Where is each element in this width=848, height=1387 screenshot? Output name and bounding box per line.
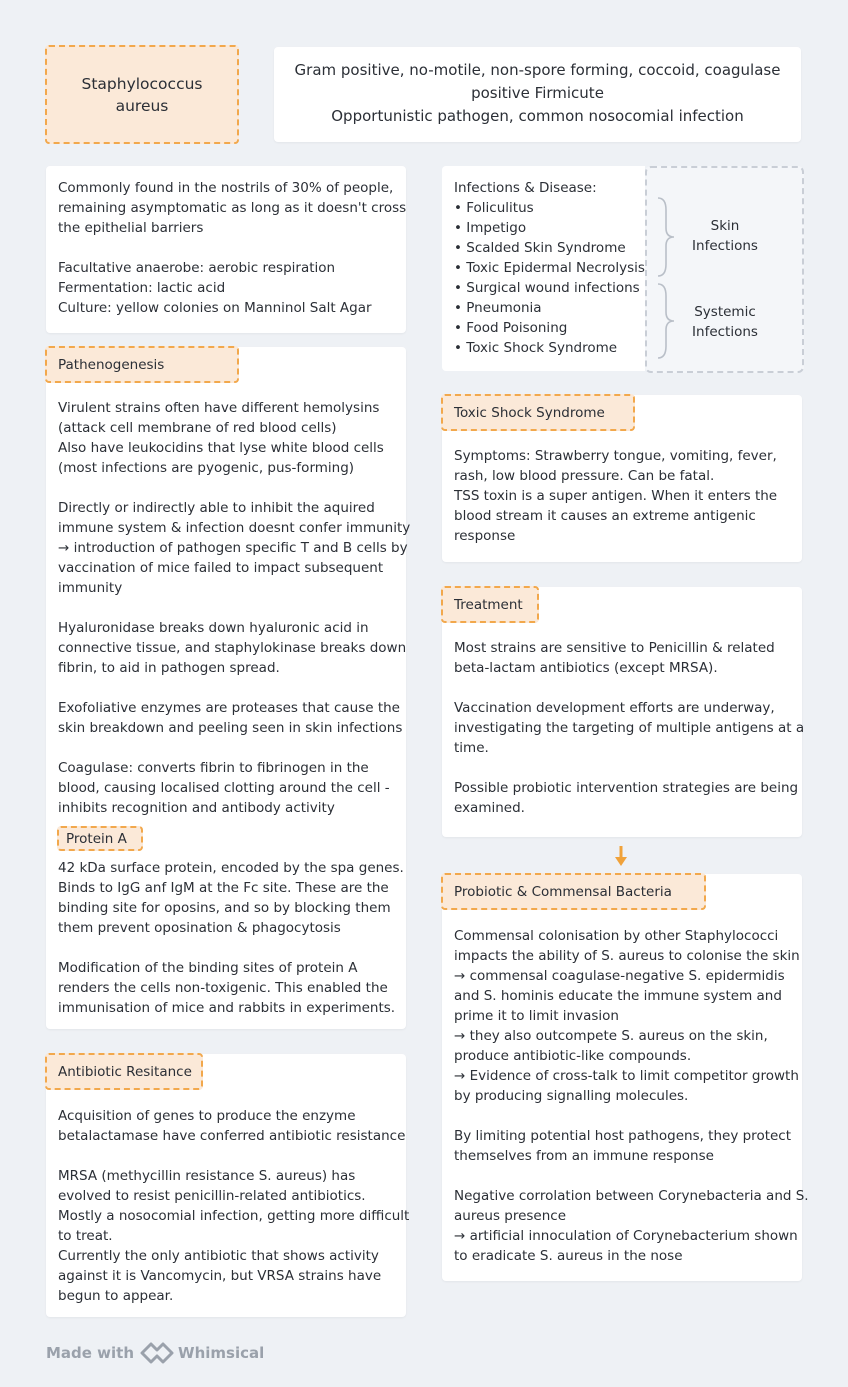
whimsical-brand-label: Whimsical bbox=[178, 1344, 265, 1362]
protein-a-label: Protein A bbox=[66, 830, 127, 847]
antibiotic-label: Antibiotic Resitance bbox=[58, 1063, 192, 1080]
arrow-down-icon bbox=[613, 845, 629, 867]
probiotic-text: Commensal colonisation by other Staphylococci impacts the ability of S. aureus to colonise the skin → commensal coagulase-negative S. epidermidis and S. hominis educate the immune system and prime it to limit invasion → they also outcompete S. aureus on the skin, produce antibiotic-like compounds. → Evidence of cross-talk to limit competitor growth by producing signalling molecules. By limiting potential host pathogens, they protect themselves from an immune response Negative corrolation between Corynebacteria and S. aureus presence → artificial innoculation of Corynebacterium shown to eradicate S. aureus in the nose bbox=[454, 928, 809, 1264]
overview-card bbox=[46, 166, 406, 333]
systemic-infections-label: Systemic Infections bbox=[692, 304, 758, 340]
pathogenesis-text: Virulent strains often have different hemolysins (attack cell membrane of red blood cells) Also have leukocidins that lyse white blood cells (most infections are pyogenic, pus-forming) Directly or indirectly able to inhibit the aquired immune system & infection doesnt confer immunity → introduction of pathogen specific T and B cells by vaccination of mice failed to impact subsequent immunity Hyaluronidase breaks down hyaluronic acid in connective tissue, and staphylokinase breaks down fibrin, to aid in pathogen spread. Exofoliative enzymes are proteases that cause the skin breakdown and peeling seen in skin infections Coagulase: converts fibrin to fibrinogen in the blood, causing localised clotting around the cell - inhibits recognition and antibody activity bbox=[58, 400, 411, 816]
summary-card bbox=[274, 47, 801, 142]
treatment-label: Treatment bbox=[454, 596, 523, 613]
whimsical-logo-icon bbox=[140, 1342, 174, 1364]
antibiotic-tag bbox=[45, 1053, 203, 1090]
infections-card bbox=[442, 166, 802, 371]
infections-text: Infections & Disease: • Foliculitus • Impetigo • Scalded Skin Syndrome • Toxic Epidermal Necrolysis • Surgical wound infections • Pneumonia • Food Poisoning • Toxic Shock Syndrome bbox=[454, 180, 645, 356]
made-with-whimsical-link[interactable] bbox=[46, 1341, 264, 1365]
treatment-text: Most strains are sensitive to Penicillin & related beta-lactam antibiotics (except MRSA). Vaccination development efforts are underway, investigating the targeting of multiple antigens at a time. Possible probiotic intervention strategies are being examined. bbox=[454, 640, 805, 816]
tss-tag bbox=[441, 394, 635, 431]
pathogenesis-tag bbox=[45, 346, 239, 383]
overview-text: Commonly found in the nostrils of 30% of people, remaining asymptomatic as long as it doesn't cross the epithelial barriers Facultative anaerobe: aerobic respiration Fermentation: lactic acid Culture: yellow colonies on Manninol Salt Agar bbox=[58, 180, 407, 316]
summary-text: Gram positive, no-motile, non-spore forming, coccoid, coagulase positive Firmicute Opportunistic pathogen, common nosocomial infection bbox=[294, 61, 781, 125]
protein-a-text: 42 kDa surface protein, encoded by the spa genes. Binds to IgG anf IgM at the Fc site. These are the binding site for oposins, and so by blocking them them prevent oposination & phagocytosis Modification of the binding sites of protein A renders the cells non-toxigenic. This enabled the immunisation of mice and rabbits in experiments. bbox=[58, 860, 404, 1016]
made-with-label: Made with bbox=[46, 1344, 135, 1362]
treatment-tag bbox=[441, 586, 539, 623]
tss-text: Symptoms: Strawberry tongue, vomiting, fever, rash, low blood pressure. Can be fatal. TSS toxin is a super antigen. When it enters the blood stream it causes an extreme antigenic response bbox=[454, 448, 778, 544]
title-label: Staphylococcus aureus bbox=[81, 74, 203, 115]
probiotic-label: Probiotic & Commensal Bacteria bbox=[454, 883, 672, 900]
probiotic-tag bbox=[441, 873, 706, 910]
skin-infections-label: Skin Infections bbox=[692, 218, 758, 254]
tss-label: Toxic Shock Syndrome bbox=[454, 404, 605, 421]
antibiotic-text: Acquisition of genes to produce the enzyme betalactamase have conferred antibiotic resistance MRSA (methycillin resistance S. aureus) has evolved to resist penicillin-related antibiotics. Mostly a nosocomial infection, getting more difficult to treat. Currently the only antibiotic that shows activity against it is Vancomycin, but VRSA strains have begun to appear. bbox=[58, 1108, 410, 1304]
skin-brace-icon bbox=[654, 196, 678, 278]
pathogenesis-label: Pathenogenesis bbox=[58, 356, 165, 373]
protein-a-tag bbox=[57, 826, 143, 851]
title-tag bbox=[45, 45, 239, 144]
